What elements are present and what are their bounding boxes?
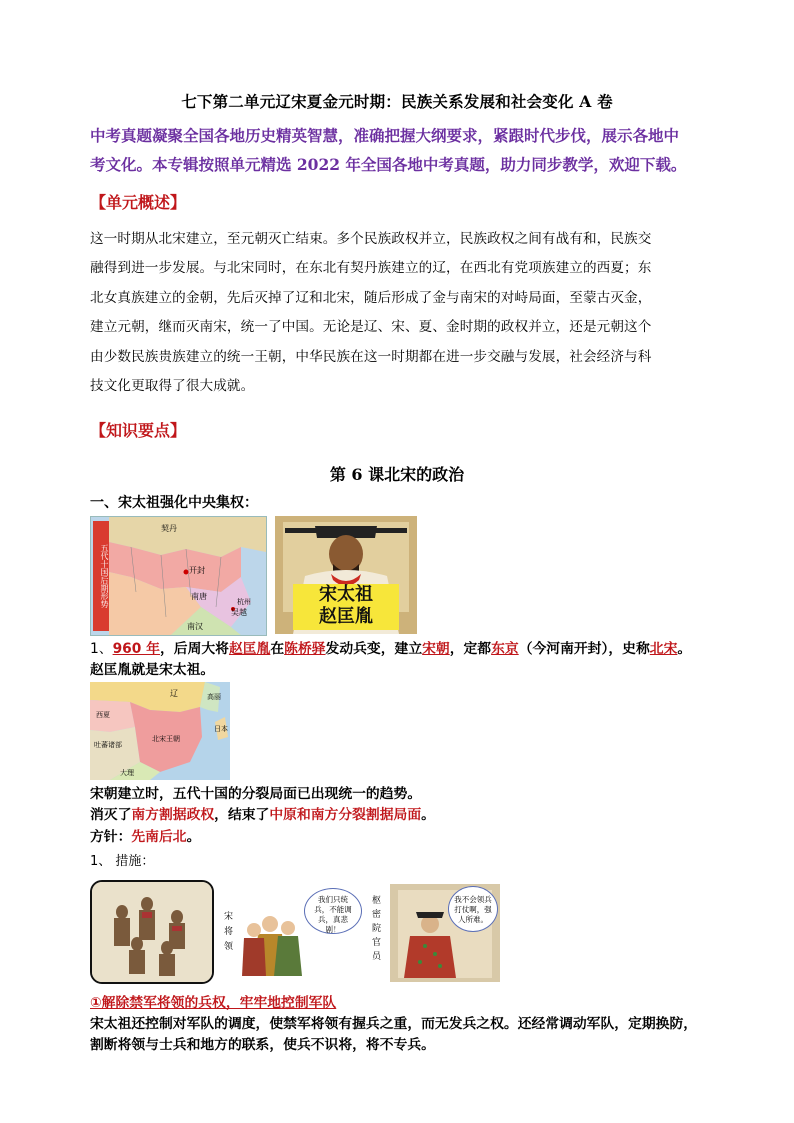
text-run: 消灭了 (90, 807, 132, 823)
measures-label: 1、 措施： (90, 854, 155, 869)
promo-line-2: 考文化。本专辑按照单元精选 2022 年全国各地中考真题，助力同步教学，欢迎下载。 (90, 155, 687, 174)
portrait-caption (293, 584, 399, 630)
overview-line: 融得到进一步发展。与北宋同时，在东北有契丹族建立的辽，在西北有党项族建立的西夏；东 (90, 260, 652, 276)
destroyed-regimes (90, 804, 435, 826)
overview-line: 这一时期从北宋建立，至元朝灭亡结束。多个民族政权并立，民族政权之间有战有和，民族交 (90, 231, 652, 247)
founding-of-song (90, 638, 710, 660)
map2-label: 北宋王朝 (152, 735, 180, 743)
song-taizu-portrait (275, 516, 417, 634)
cartoon-panel (220, 884, 500, 982)
overview-line: 北女真族建立的金朝，先后灭掉了辽和北宋，随后形成了金与南宋的对峙局面，至蒙古灭金， (90, 290, 652, 306)
policy-line (90, 826, 200, 848)
map2-label: 吐蕃诸部 (94, 741, 122, 749)
overview-line: 技文化更取得了很大成就。 (90, 378, 255, 394)
map2-label: 高丽 (207, 693, 221, 701)
text-run: ，后周大将 (159, 641, 229, 657)
text-run: ，结束了 (214, 807, 270, 823)
overview-line: 由少数民族贵族建立的统一王朝，中华民族在这一时期都在进一步交融与发展，社会经济与科 (90, 349, 652, 365)
text-run: 发动兵变，建立 (325, 641, 423, 657)
map1-label: 开封 (189, 566, 205, 575)
text-run: ，定都 (449, 641, 492, 657)
south-first-policy: 先南后北 (131, 829, 187, 845)
central-south-division: 中原和南方分裂割据局面 (269, 807, 422, 823)
southern-regimes: 南方割据政权 (131, 807, 215, 823)
zhao-kuangyin: 赵匡胤 (228, 641, 271, 657)
map2-label: 辽 (170, 689, 178, 698)
measure-1-line: 割断将领与士兵和地方的联系，使兵不识将，将不专兵。 (90, 1037, 435, 1053)
northern-song-map (90, 682, 230, 780)
text-run: 。 (186, 829, 201, 845)
section-knowledge: 【知识要点】 (90, 421, 187, 440)
map2-label: 日本 (214, 725, 228, 733)
section-overview: 【单元概述】 (90, 193, 187, 212)
cartoon-side-label: 枢密院官员 (372, 896, 382, 962)
map1-title: 五代十国后期形势 (93, 521, 109, 631)
measure-1-title: ①解除禁军将领的兵权，牢牢地控制军队 (90, 995, 337, 1011)
text-run: 。 (677, 641, 692, 657)
portrait-caption-line: 宋太祖 (319, 584, 373, 605)
overview-line: 建立元朝，继而灭南宋，统一了中国。无论是辽、宋、夏、金时期的政权并立，还是元朝这个 (90, 319, 652, 335)
document-title: 七下第二单元辽宋夏金元时期：民族关系发展和社会变化 A 卷 (181, 92, 613, 111)
banquet-painting (90, 880, 214, 984)
general-speech-bubble: 我们只统兵，不能调兵，真悲剧！ (304, 888, 362, 934)
chenqiao-station: 陈桥驿 (284, 641, 326, 657)
capital-dongjing: 东京 (491, 641, 519, 657)
lesson-title: 第 6 课北宋的政治 (329, 465, 465, 484)
portrait-caption-line: 赵匡胤 (319, 606, 373, 627)
song-dynasty: 宋朝 (422, 641, 450, 657)
measure-1-line: 宋太祖还控制对军队的调度，使禁军将领有握兵之重，而无发兵之权。还经常调动军队，定期换防， (90, 1016, 698, 1032)
zhao-is-taizu: 赵匡胤就是宋太祖。 (90, 662, 215, 678)
northern-song: 北宋 (649, 641, 678, 657)
item-number: 1、 (90, 641, 113, 657)
map1-label: 契丹 (161, 524, 177, 533)
unification-trend: 宋朝建立时，五代十国的分裂局面已出现统一的趋势。 (90, 786, 422, 802)
map1-label: 杭州 (237, 598, 251, 606)
five-dynasties-map (90, 516, 267, 636)
text-run: 在 (270, 641, 285, 657)
map2-label: 西夏 (96, 711, 110, 719)
text-run: 。 (421, 807, 435, 823)
map1-label: 南唐 (191, 592, 207, 601)
official-speech-bubble: 我不会领兵打仗啊，强人所难。 (448, 886, 498, 932)
map2-label: 大理 (120, 769, 134, 777)
heading-centralization: 一、宋太祖强化中央集权： (90, 495, 258, 511)
text-run: 方针： (90, 829, 132, 845)
promo-line-1: 中考真题凝聚全国各地历史精英智慧，准确把握大纲要求，紧跟时代步伐，展示各地中 (90, 126, 680, 145)
year-960: 960 年 (112, 641, 160, 657)
text-run: （今河南开封），史称 (518, 641, 650, 657)
cartoon-side-label: 宋将领 (224, 912, 234, 952)
map1-label: 吴越 (231, 608, 247, 617)
map1-label: 南汉 (187, 622, 203, 631)
